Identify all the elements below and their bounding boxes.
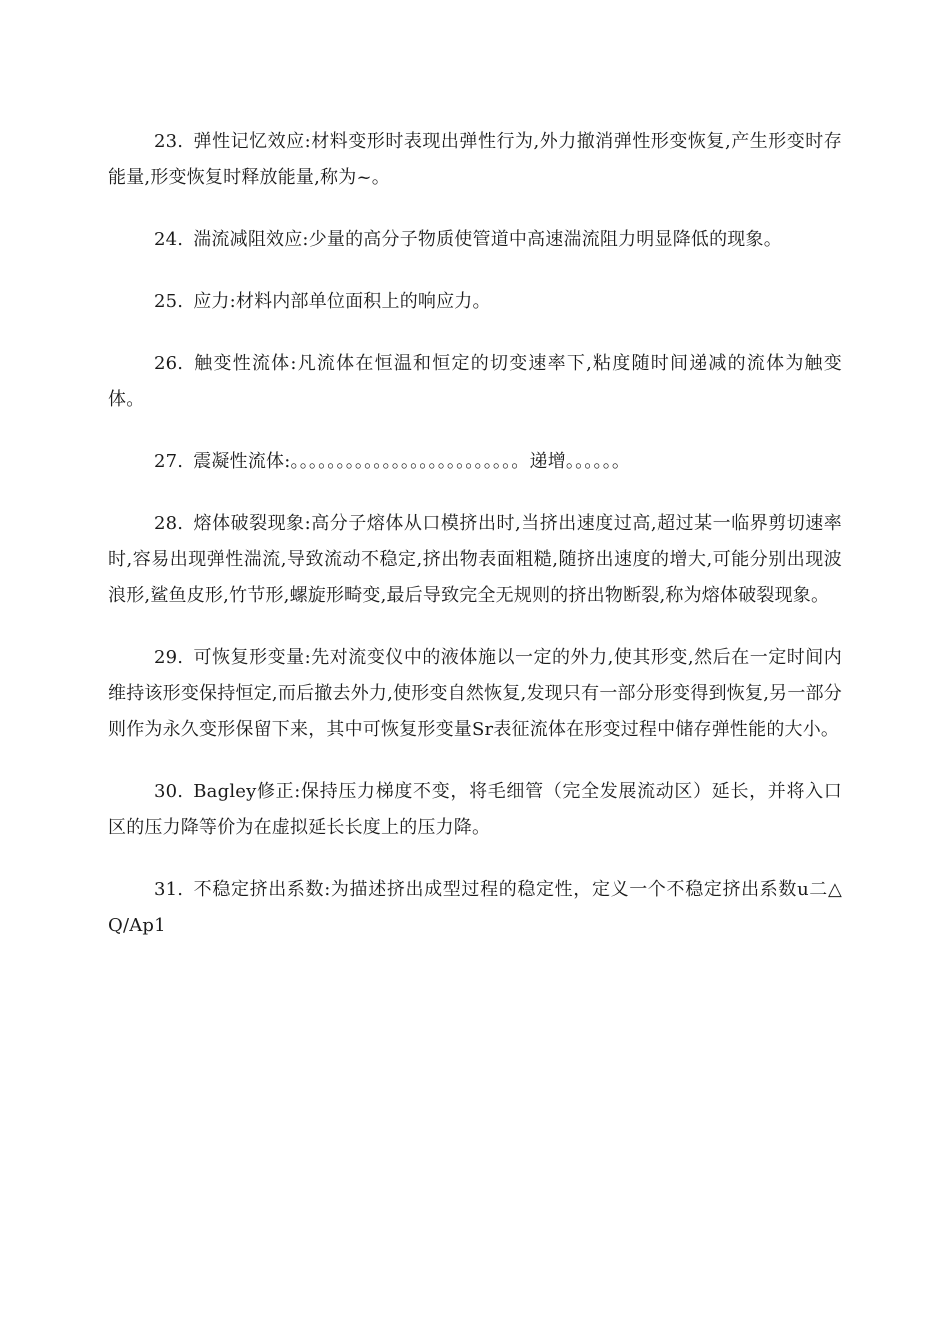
glossary-entry-27 (108, 444, 842, 480)
glossary-entry-26 (108, 346, 842, 418)
entry-number: 24. (154, 229, 184, 250)
glossary-entry-28 (108, 506, 842, 614)
glossary-entry-29 (108, 640, 842, 748)
glossary-list (108, 124, 842, 970)
glossary-entry-24 (108, 222, 842, 258)
entry-text: Bagley修正:保持压力梯度不变，将毛细管（完全发展流动区）延长，并将入口区的压力降等价为在虚拟延长长度上的压力降。 (108, 781, 842, 838)
glossary-entry-30 (108, 774, 842, 846)
entry-text: 震凝性流体:。。。。。。。。。。。。。。。。。。。。。。。。。递增。。。。。。 (193, 451, 631, 472)
entry-number: 26. (154, 353, 184, 374)
entry-number: 31. (154, 879, 184, 900)
glossary-entry-23 (108, 124, 842, 196)
entry-text: 不稳定挤出系数:为描述挤出成型过程的稳定性，定义一个不稳定挤出系数u二△Q/Ap1 (108, 879, 842, 936)
entry-text: 湍流减阻效应:少量的高分子物质使管道中高速湍流阻力明显降低的现象。 (193, 229, 782, 250)
entry-number: 23. (154, 131, 184, 152)
entry-number: 25. (154, 291, 184, 312)
glossary-entry-25 (108, 284, 842, 320)
entry-number: 30. (154, 781, 184, 802)
entry-number: 29. (154, 647, 184, 668)
entry-text: 应力:材料内部单位面积上的响应力。 (193, 291, 491, 312)
entry-number: 27. (154, 451, 184, 472)
entry-text: 触变性流体:凡流体在恒温和恒定的切变速率下,粘度随时间递减的流体为触变体。 (108, 353, 842, 410)
entry-number: 28. (154, 513, 184, 534)
glossary-entry-31 (108, 872, 842, 944)
entry-text: 熔体破裂现象:高分子熔体从口模挤出时,当挤出速度过高,超过某一临界剪切速率时,容易出现弹性湍流,导致流动不稳定,挤出物表面粗糙,随挤出速度的增大,可能分别出现波浪形,鲨鱼皮形,竹节形,螺旋形畸变,最后导致完全无规则的挤出物断裂,称为熔体破裂现象。 (108, 513, 842, 606)
entry-text: 弹性记忆效应:材料变形时表现出弹性行为,外力撤消弹性形变恢复,产生形变时存能量,形变恢复时释放能量,称为~。 (108, 131, 842, 188)
entry-text: 可恢复形变量:先对流变仪中的液体施以一定的外力,使其形变,然后在一定时间内维持该形变保持恒定,而后撤去外力,使形变自然恢复,发现只有一部分形变得到恢复,另一部分则作为永久变形保留下来，其中可恢复形变量Sr表征流体在形变过程中储存弹性能的大小。 (108, 647, 842, 740)
